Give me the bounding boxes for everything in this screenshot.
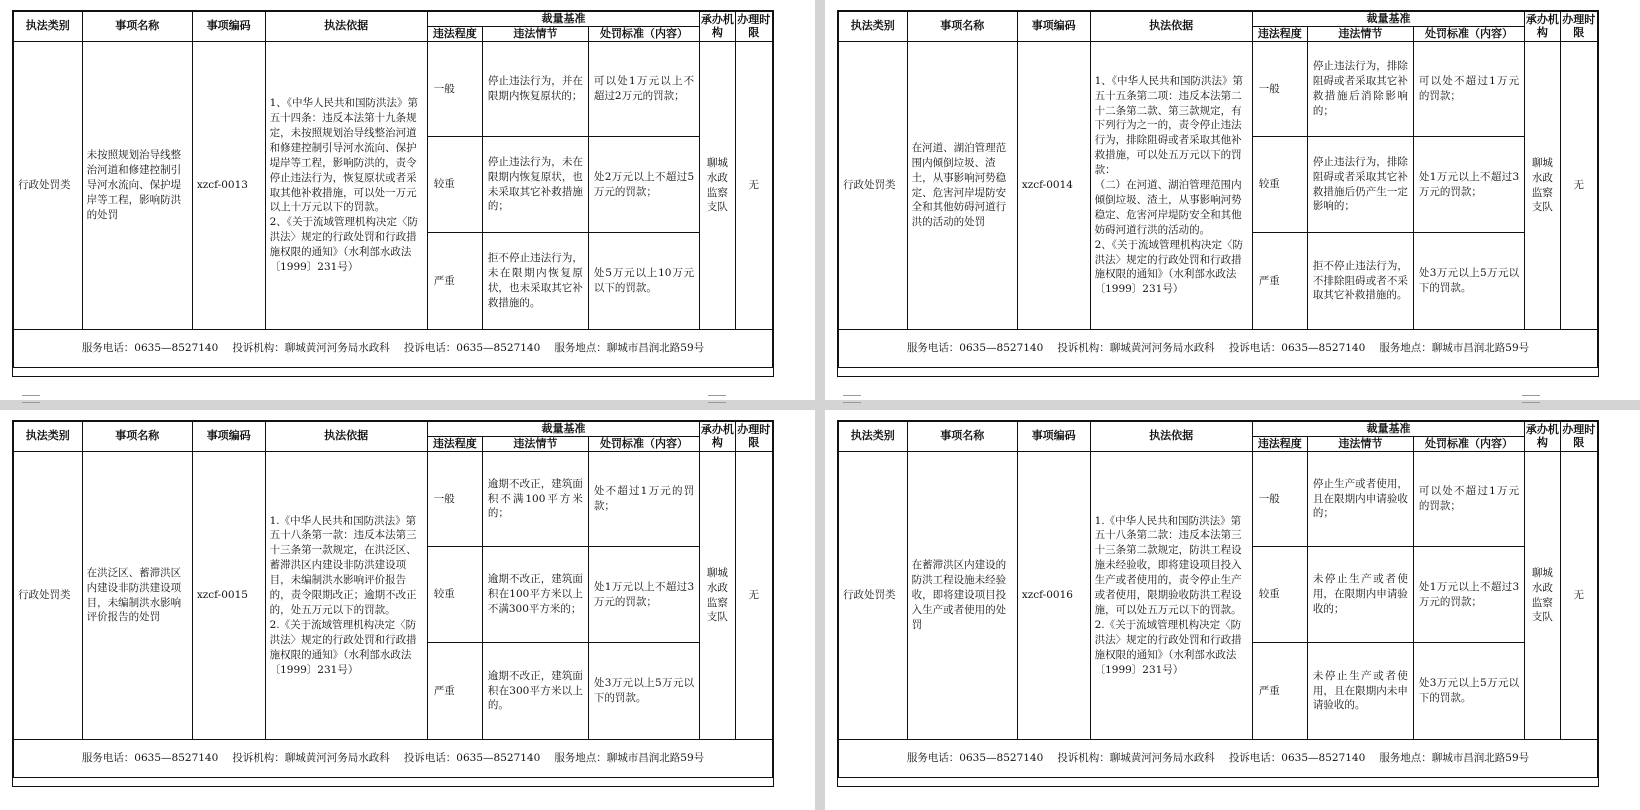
service-address: 服务地点：聊城市昌润北路59号 [554,342,705,355]
complaint-org: 投诉机构：聊城黄河河务局水政科 [232,752,390,765]
header-time-limit: 办理时限 [1560,12,1598,42]
header-degree: 违法程度 [427,437,482,452]
header-degree: 违法程度 [427,27,482,42]
cell-item-name: 在洪泛区、蓄滞洪区内建设非防洪建设项目，未编制洪水影响评价报告的处罚 [82,452,192,740]
enforcement-table [838,421,1598,778]
cell-degree: 严重 [1252,233,1307,330]
header-discretion: 裁量基准 [427,12,699,27]
complaint-phone: 投诉电话：0635—8527140 [1228,752,1366,765]
document-page-2 [825,0,1640,400]
service-info-footer [839,740,1598,778]
complaint-phone: 投诉电话：0635—8527140 [1228,342,1366,355]
header-discretion: 裁量基准 [427,422,699,437]
cell-basis: 1.《中华人民共和国防洪法》第五十八条第二款：违反本法第三十三条第二款规定，防洪工程设施未经验收，即将建设项目投入生产或者使用的，责令停止生产或者使用，限期验收防洪工程设施，可以处五万元以下的罚款。 2.《关于流域管理机构决定〈防洪法〉规定的行政处罚和行政措施权限的通知》（水利部水政法〔1999〕231号） [1090,452,1252,740]
cell-degree: 严重 [427,233,482,330]
cell-circumstance: 停止违法行为，排除阻碍或者采取其它补救措施后消除影响的； [1307,42,1413,137]
cell-standard: 处3万元以上5万元以下的罚款。 [1413,643,1524,740]
cell-degree: 一般 [1252,452,1307,547]
cell-standard: 处1万元以上不超过3万元的罚款； [588,547,699,643]
cell-standard: 处5万元以上10万元以下的罚款。 [588,233,699,330]
cell-item-code: xzcf-0015 [192,452,265,740]
header-circumstance: 违法情节 [482,27,588,42]
enforcement-table-sheet [837,420,1599,787]
header-item-name: 事项名称 [82,422,192,452]
service-address: 服务地点：聊城市昌润北路59号 [1379,342,1530,355]
cell-circumstance: 拒不停止违法行为，不排除阻碍或者不采取其它补救措施的。 [1307,233,1413,330]
service-info-footer [14,740,773,778]
header-agency: 承办机构 [700,422,735,452]
enforcement-table-sheet [12,420,774,787]
service-phone: 服务电话：0635—8527140 [906,342,1044,355]
header-item-code: 事项编码 [192,422,265,452]
header-category: 执法类别 [839,422,908,452]
cell-standard: 处2万元以上不超过5万元的罚款； [588,137,699,233]
cell-circumstance: 停止违法行为，排除阻碍或者采取其它补救措施后仍产生一定影响的； [1307,137,1413,233]
header-time-limit: 办理时限 [735,422,773,452]
page-corner-mark [708,395,726,403]
cell-item-code: xzcf-0014 [1017,42,1090,330]
cell-standard: 可以处不超过1万元的罚款； [1413,42,1524,137]
cell-basis: 1、《中华人民共和国防洪法》第五十四条：违反本法第十九条规定，未按照规划治导线整治河道和修建控制引导河水流向、保护堤岸等工程，影响防洪的，责令停止违法行为，恢复原状或者采取其他补救措施，可以处一万元以上十万元以下的罚款。 2、《关于流域管理机构决定〈防洪法〉规定的行政处罚和行政措施权限的通知》（水利部水政法〔1999〕231号） [265,42,427,330]
enforcement-table-sheet [12,10,774,377]
cell-basis: 1、《中华人民共和国防洪法》第五十五条第二项：违反本法第二十二条第二款、第三款规定，有下列行为之一的，责令停止违法行为，排除阻碍或者采取其他补救措施，可以处五万元以下的罚款： （二）在河道、湖泊管理范围内倾倒垃圾、渣土，从事影响河势稳定、危害河岸堤防安全和其他妨碍河道行洪的活动的。 2、《关于流域管理机构决定〈防洪法〉规定的行政处罚和行政措施权限的通知》（水利部水政法〔1999〕231号） [1090,42,1252,330]
header-item-code: 事项编码 [1017,12,1090,42]
cell-degree: 严重 [1252,643,1307,740]
header-circumstance: 违法情节 [1307,437,1413,452]
cell-category: 行政处罚类 [14,42,83,330]
cell-standard: 处3万元以上5万元以下的罚款。 [588,643,699,740]
cell-agency: 聊城水政监察支队 [1525,42,1560,330]
cell-category: 行政处罚类 [14,452,83,740]
cell-degree: 较重 [427,137,482,233]
complaint-org: 投诉机构：聊城黄河河务局水政科 [232,342,390,355]
cell-agency: 聊城水政监察支队 [1525,452,1560,740]
document-page-1 [0,0,815,400]
complaint-phone: 投诉电话：0635—8527140 [403,752,541,765]
page-gutter-horizontal [0,400,1640,410]
cell-circumstance: 逾期不改正，建筑面积在100平方米以上不满300平方米的； [482,547,588,643]
cell-circumstance: 停止违法行为，未在限期内恢复原状，也未采取其它补救措施的； [482,137,588,233]
service-address: 服务地点：聊城市昌润北路59号 [554,752,705,765]
header-standard: 处罚标准（内容） [588,27,699,42]
cell-standard: 处1万元以上不超过3万元的罚款； [1413,137,1524,233]
header-standard: 处罚标准（内容） [1413,27,1524,42]
cell-standard: 处3万元以上5万元以下的罚款。 [1413,233,1524,330]
service-phone: 服务电话：0635—8527140 [906,752,1044,765]
cell-category: 行政处罚类 [839,42,908,330]
cell-circumstance: 未停止生产或者使用，在限期内申请验收的； [1307,547,1413,643]
enforcement-table-sheet [837,10,1599,377]
header-item-code: 事项编码 [192,12,265,42]
header-basis: 执法依据 [265,12,427,42]
header-agency: 承办机构 [700,12,735,42]
cell-time-limit: 无 [735,42,773,330]
cell-circumstance: 逾期不改正，建筑面积在300平方米以上的。 [482,643,588,740]
cell-basis: 1.《中华人民共和国防洪法》第五十八条第一款：违反本法第三十三条第一款规定，在洪泛区、蓄滞洪区内建设非防洪建设项目，未编制洪水影响评价报告的，责令限期改正；逾期不改正的，处五万元以下的罚款。 2.《关于流域管理机构决定〈防洪法〉规定的行政处罚和行政措施权限的通知》（水利部水政法〔1999〕231号） [265,452,427,740]
page-corner-mark [1522,395,1540,403]
document-page-4 [825,410,1640,810]
service-info-footer [839,330,1598,368]
header-degree: 违法程度 [1252,437,1307,452]
header-item-name: 事项名称 [907,12,1017,42]
cell-item-code: xzcf-0016 [1017,452,1090,740]
cell-agency: 聊城水政监察支队 [700,42,735,330]
cell-time-limit: 无 [1560,452,1598,740]
header-category: 执法类别 [14,12,83,42]
header-category: 执法类别 [839,12,908,42]
service-address: 服务地点：聊城市昌润北路59号 [1379,752,1530,765]
page-corner-mark [843,395,861,403]
cell-standard: 处不超过1万元的罚款； [588,452,699,547]
header-discretion: 裁量基准 [1252,12,1524,27]
enforcement-table [838,11,1598,368]
cell-item-name: 在蓄滞洪区内建设的防洪工程设施未经验收，即将建设项目投入生产或者使用的处罚 [907,452,1017,740]
enforcement-table [13,11,773,368]
header-agency: 承办机构 [1525,12,1560,42]
cell-degree: 一般 [427,452,482,547]
header-agency: 承办机构 [1525,422,1560,452]
cell-degree: 严重 [427,643,482,740]
cell-degree: 一般 [1252,42,1307,137]
cell-category: 行政处罚类 [839,452,908,740]
header-standard: 处罚标准（内容） [588,437,699,452]
cell-degree: 一般 [427,42,482,137]
header-degree: 违法程度 [1252,27,1307,42]
header-circumstance: 违法情节 [1307,27,1413,42]
cell-standard: 可以处不超过1万元的罚款； [1413,452,1524,547]
complaint-org: 投诉机构：聊城黄河河务局水政科 [1057,342,1215,355]
cell-item-name: 在河道、湖泊管理范围内倾倒垃圾、渣土，从事影响河势稳定、危害河岸堤防安全和其他妨碍河道行洪的活动的处罚 [907,42,1017,330]
cell-time-limit: 无 [1560,42,1598,330]
header-basis: 执法依据 [1090,12,1252,42]
cell-degree: 较重 [1252,547,1307,643]
header-category: 执法类别 [14,422,83,452]
cell-circumstance: 逾期不改正，建筑面积不满100平方米的； [482,452,588,547]
cell-circumstance: 未停止生产或者使用，且在限期内未申请验收的。 [1307,643,1413,740]
header-basis: 执法依据 [265,422,427,452]
cell-agency: 聊城水政监察支队 [700,452,735,740]
enforcement-table [13,421,773,778]
header-item-name: 事项名称 [907,422,1017,452]
header-basis: 执法依据 [1090,422,1252,452]
header-item-name: 事项名称 [82,12,192,42]
header-circumstance: 违法情节 [482,437,588,452]
header-time-limit: 办理时限 [735,12,773,42]
cell-degree: 较重 [1252,137,1307,233]
cell-degree: 较重 [427,547,482,643]
service-phone: 服务电话：0635—8527140 [81,752,219,765]
cell-standard: 可以处1万元以上不超过2万元的罚款； [588,42,699,137]
complaint-phone: 投诉电话：0635—8527140 [403,342,541,355]
header-time-limit: 办理时限 [1560,422,1598,452]
cell-circumstance: 停止违法行为，并在限期内恢复原状的； [482,42,588,137]
page-corner-mark [22,395,40,403]
cell-item-code: xzcf-0013 [192,42,265,330]
header-item-code: 事项编码 [1017,422,1090,452]
service-phone: 服务电话：0635—8527140 [81,342,219,355]
header-discretion: 裁量基准 [1252,422,1524,437]
cell-circumstance: 拒不停止违法行为，未在限期内恢复原状，也未采取其它补救措施的。 [482,233,588,330]
cell-item-name: 未按照规划治导线整治河道和修建控制引导河水流向、保护堤岸等工程，影响防洪的处罚 [82,42,192,330]
cell-time-limit: 无 [735,452,773,740]
document-page-3 [0,410,815,810]
cell-standard: 处1万元以上不超过3万元的罚款； [1413,547,1524,643]
complaint-org: 投诉机构：聊城黄河河务局水政科 [1057,752,1215,765]
cell-circumstance: 停止生产或者使用，且在限期内申请验收的； [1307,452,1413,547]
service-info-footer [14,330,773,368]
header-standard: 处罚标准（内容） [1413,437,1524,452]
